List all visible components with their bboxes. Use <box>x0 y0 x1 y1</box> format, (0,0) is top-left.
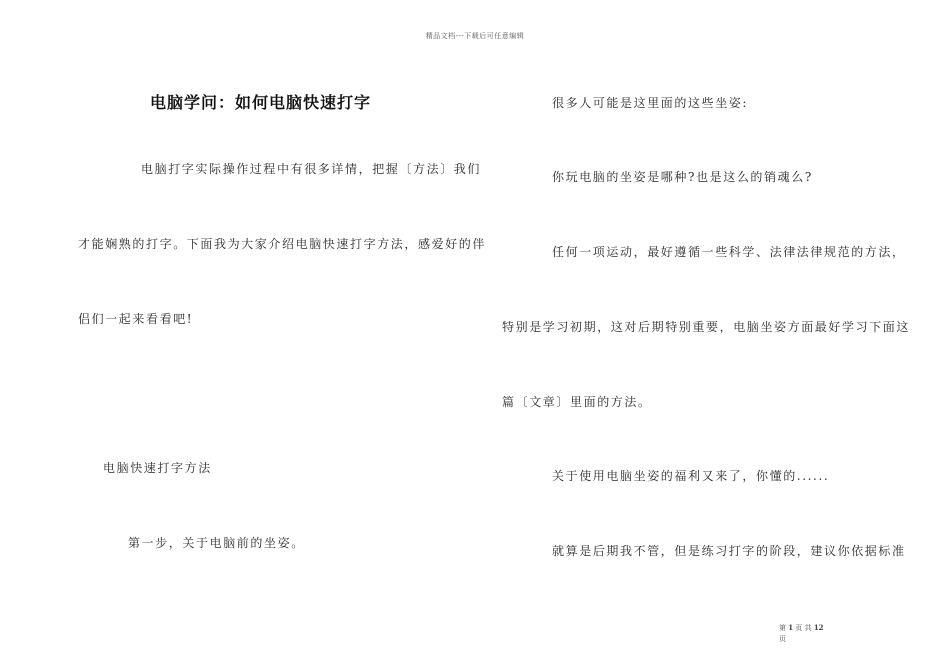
paragraph-line: 才能娴熟的打字。下面我为大家介绍电脑快速打字方法，感爱好的伴 <box>78 237 487 251</box>
paragraph-line: 你玩电脑的坐姿是哪种?也是这么的销魂么? <box>552 170 813 184</box>
paragraph-line: 很多人可能是这里面的这些坐姿: <box>552 96 749 110</box>
paragraph-line: 篇〔文章〕里面的方法。 <box>502 395 652 409</box>
footer-suffix: 页 <box>779 635 786 643</box>
paragraph-line: 侣们一起来看看吧! <box>78 312 194 326</box>
document-title: 电脑学问：如何电脑快速打字 <box>150 93 372 112</box>
footer-middle: 页 共 <box>795 624 812 632</box>
paragraph-line: 关于使用电脑坐姿的福利又来了，你懂的...... <box>552 469 830 483</box>
footer-prefix: 第 <box>779 624 786 632</box>
page-footer <box>779 622 839 645</box>
total-page-number: 12 <box>813 623 824 632</box>
step-one-text: 第一步，关于电脑前的坐姿。 <box>128 536 305 550</box>
paragraph-line: 特别是学习初期，这对后期特别重要，电脑坐姿方面最好学习下面这 <box>502 320 911 334</box>
paragraph-line: 就算是后期我不管，但是练习打字的阶段，建议你依据标准 <box>552 544 906 558</box>
page-header: 精品文档---下载后可任意编辑 <box>425 32 525 40</box>
paragraph-line: 电脑打字实际操作过程中有很多详情，把握〔方法〕我们 <box>141 162 482 176</box>
section-heading: 电脑快速打字方法 <box>103 461 212 475</box>
current-page-number: 1 <box>788 623 794 632</box>
paragraph-line: 任何一项运动，最好遵循一些科学、法律法律规范的方法， <box>552 245 906 259</box>
